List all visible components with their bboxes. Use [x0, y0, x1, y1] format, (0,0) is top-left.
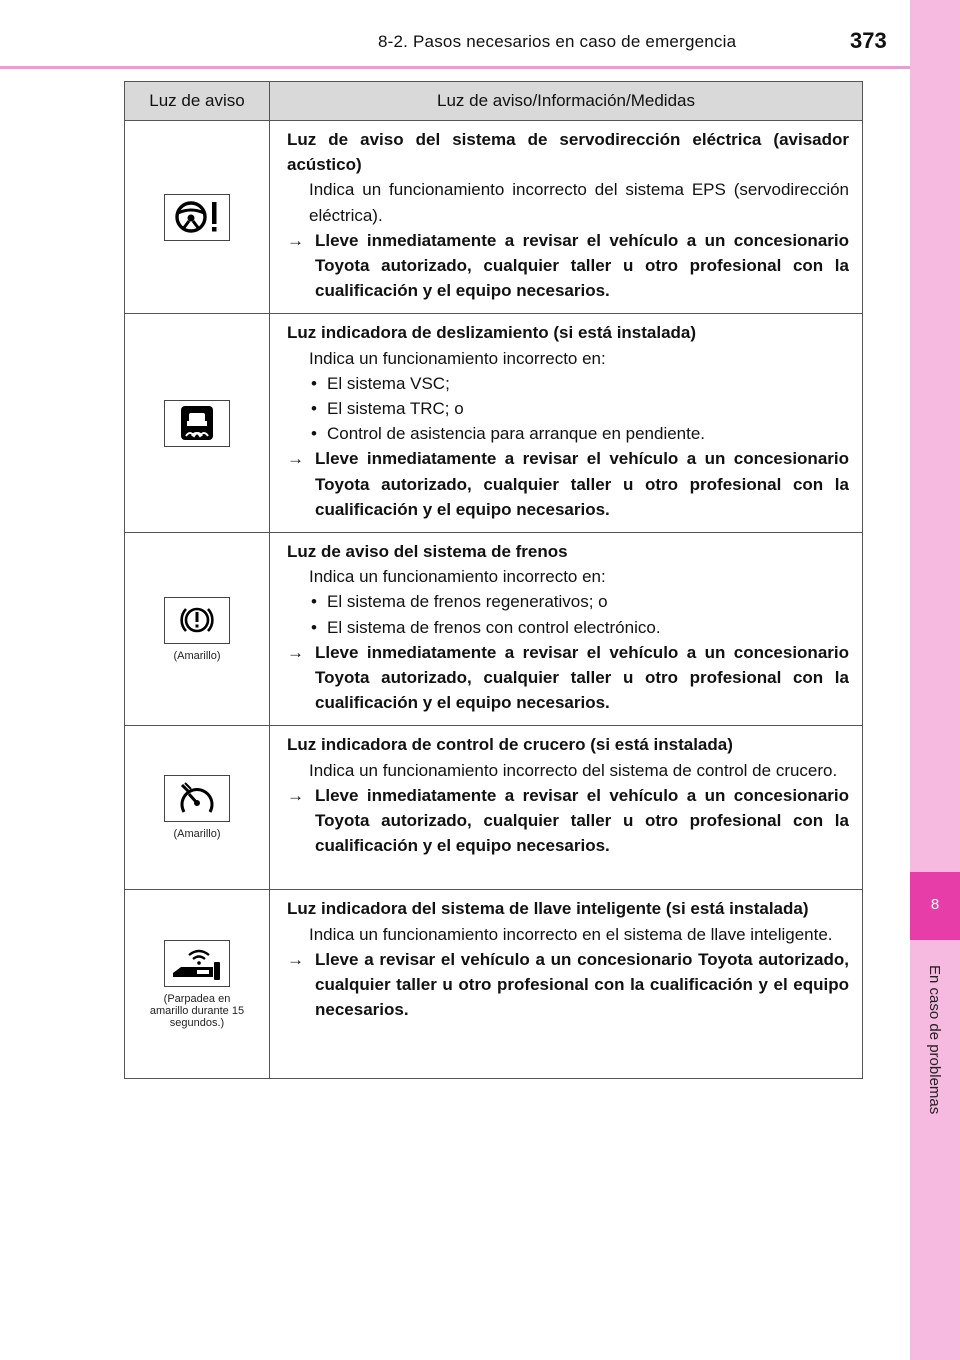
row-action — [287, 446, 849, 522]
text-cell — [270, 726, 863, 890]
chapter-number: 8 — [930, 896, 940, 913]
row-action — [287, 947, 849, 1023]
arrow-right-icon: → — [287, 785, 304, 805]
row-action — [287, 783, 849, 859]
header-rule — [0, 66, 910, 69]
column-header-info: Luz de aviso/Información/Medidas — [270, 82, 863, 121]
row-action-text: Lleve inmediatamente a revisar el vehículo a un concesionario Toyota autorizado, cualquier taller u otro profesional con la cualificación y el equipo necesarios. — [315, 230, 849, 301]
row-description: Indica un funcionamiento incorrecto en el sistema de llave inteligente. — [309, 924, 833, 944]
row-action-text: Lleve inmediatamente a revisar el vehículo a un concesionario Toyota autorizado, cualquier taller u otro profesional con la cualificación y el equipo necesarios. — [315, 449, 849, 519]
cruise-control-icon — [164, 775, 230, 822]
icon-note: (Amarillo) — [173, 649, 221, 662]
row-bullet: • El sistema TRC; o — [287, 396, 849, 421]
text-cell — [270, 533, 863, 726]
row-title: Luz indicadora de control de crucero (si está instalada) — [287, 735, 733, 755]
chapter-tab — [910, 872, 960, 940]
row-title: Luz indicadora de deslizamiento (si está instalada) — [287, 323, 697, 343]
steering-warning-icon — [164, 194, 230, 241]
table-row — [125, 314, 863, 533]
icon-note: (Amarillo) — [173, 828, 221, 841]
text-cell — [270, 890, 863, 1079]
row-title: Luz indicadora del sistema de llave inteligente (si está instalada) — [287, 899, 809, 919]
warning-lights-table — [124, 81, 863, 1079]
table-row — [125, 890, 863, 1079]
row-bullet: • Control de asistencia para arranque en pendiente. — [287, 421, 849, 446]
section-title: 8-2. Pasos necesarios en caso de emergencia — [378, 32, 737, 51]
page-number: 373 — [850, 28, 887, 53]
icon-note: (Parpadea en amarillo durante 15 segundos.) — [149, 992, 245, 1029]
icon-cell — [125, 314, 270, 533]
arrow-right-icon: → — [287, 949, 304, 969]
text-cell — [270, 314, 863, 533]
icon-cell — [125, 890, 270, 1079]
chapter-side-strip — [910, 0, 960, 1360]
table-header-row — [125, 82, 863, 121]
row-bullet: • El sistema de frenos con control electrónico. — [287, 615, 849, 640]
row-title: Luz de aviso del sistema de frenos — [287, 542, 568, 562]
row-bullet: • El sistema VSC; — [287, 371, 849, 396]
row-title: Luz de aviso del sistema de servodirección eléctrica (avisador acústico) — [287, 130, 849, 175]
arrow-right-icon: → — [287, 230, 304, 250]
row-description: Indica un funcionamiento incorrecto del sistema EPS (servodirección eléctrica). — [309, 180, 849, 225]
icon-cell — [125, 726, 270, 890]
row-action-text: Lleve inmediatamente a revisar el vehículo a un concesionario Toyota autorizado, cualquier taller u otro profesional con la cualificación y el equipo necesarios. — [315, 642, 849, 713]
arrow-right-icon: → — [287, 642, 304, 662]
icon-cell — [125, 121, 270, 314]
row-action-text: Lleve a revisar el vehículo a un concesionario Toyota autorizado, cualquier taller u otro profesional con la cualificación y el equipo necesarios. — [315, 949, 849, 1020]
icon-cell — [125, 533, 270, 726]
row-action — [287, 228, 849, 304]
slip-indicator-icon — [164, 400, 230, 447]
row-bullet: • El sistema de frenos regenerativos; o — [287, 589, 849, 614]
row-description: Indica un funcionamiento incorrecto en: — [309, 348, 606, 368]
table-row — [125, 726, 863, 890]
brake-warning-icon — [164, 597, 230, 644]
row-description: Indica un funcionamiento incorrecto del sistema de control de crucero. — [309, 760, 838, 780]
arrow-right-icon: → — [287, 449, 304, 469]
text-cell — [270, 121, 863, 314]
row-description: Indica un funcionamiento incorrecto en: — [309, 567, 606, 587]
table-row — [125, 121, 863, 314]
smart-key-icon — [164, 940, 230, 987]
row-action — [287, 640, 849, 716]
table-row — [125, 533, 863, 726]
column-header-light: Luz de aviso — [125, 82, 270, 121]
row-action-text: Lleve inmediatamente a revisar el vehículo a un concesionario Toyota autorizado, cualquier taller u otro profesional con la cualificación y el equipo necesarios. — [315, 785, 849, 856]
chapter-label: En caso de problemas — [926, 965, 943, 1115]
